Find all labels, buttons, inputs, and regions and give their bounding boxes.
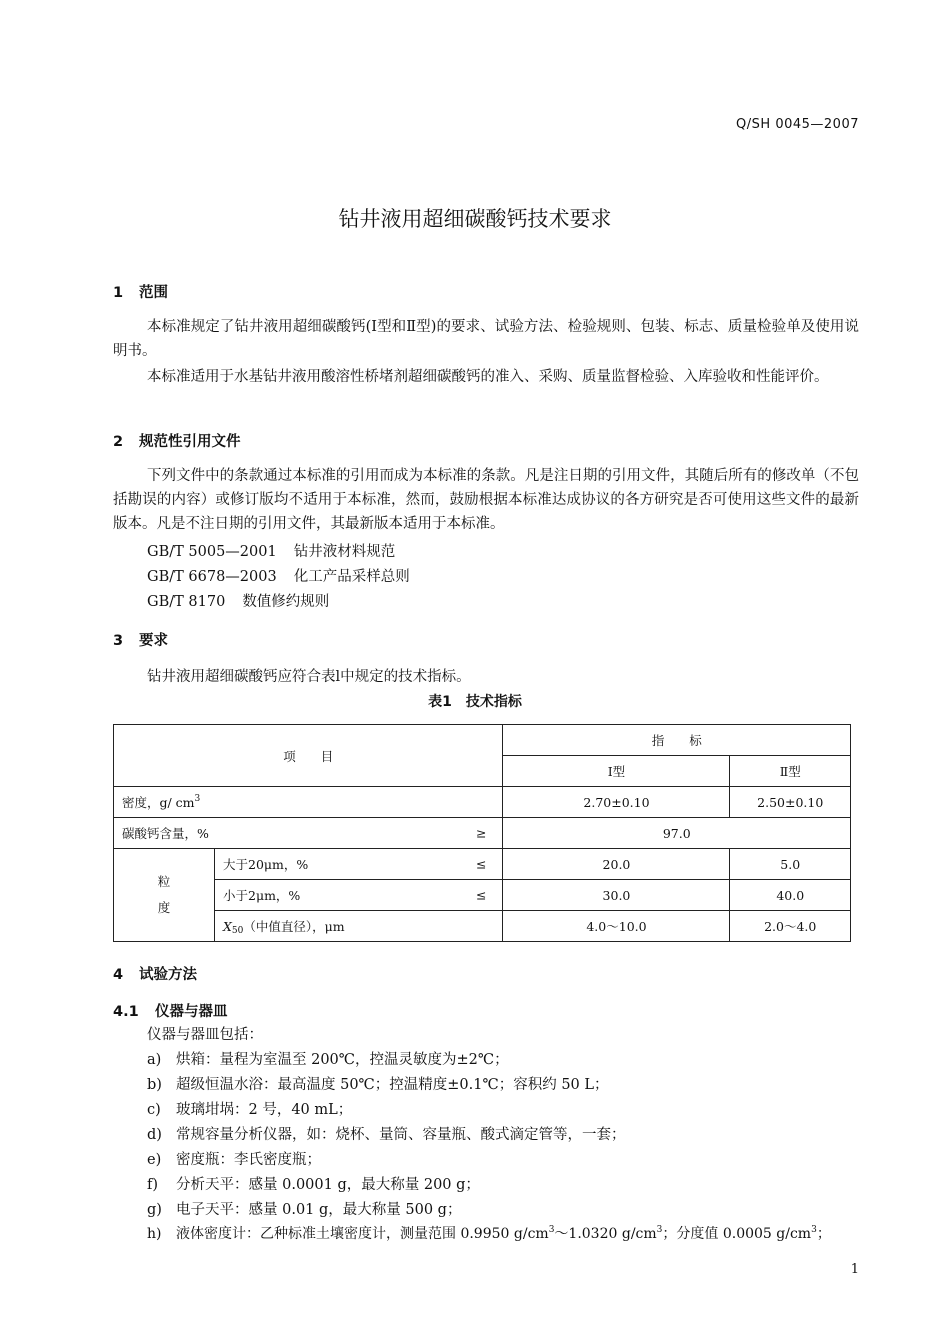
section-number: 4 bbox=[113, 967, 124, 983]
granularity-lt2-type-1: 30.0 bbox=[503, 880, 730, 911]
header-item: 项 目 bbox=[114, 725, 503, 787]
granularity-label: 粒 度 bbox=[114, 849, 215, 942]
section-number: 3 bbox=[113, 633, 124, 649]
reference-title: 化工产品采样总则 bbox=[293, 569, 410, 585]
operator-symbol: ≥ bbox=[475, 825, 487, 841]
reference-title: 钻井液材料规范 bbox=[293, 544, 396, 560]
list-item: g) 电子天平：感量 0.01 g，最大称量 500 g； bbox=[147, 1202, 462, 1218]
section-number: 2 bbox=[113, 434, 124, 450]
section-3-paragraph: 钻井液用超细碳酸钙应符合表l中规定的技术指标。 bbox=[147, 669, 471, 685]
section-1-paragraph-2: 本标准适用于水基钻井液用酸溶性桥堵剂超细碳酸钙的准入、采购、质量监督检验、入库验收和性能评价。 bbox=[147, 369, 829, 385]
document-code: Q/SH 0045—2007 bbox=[736, 117, 859, 132]
section-3-heading bbox=[113, 629, 168, 650]
reference-code: GB/T 5005—2001 bbox=[147, 544, 277, 560]
list-item: f) 分析天平：感量 0.0001 g，最大称量 200 g； bbox=[147, 1177, 480, 1193]
granularity-lt2-type-2: 40.0 bbox=[730, 880, 851, 911]
table-caption: 表1 技术指标 bbox=[428, 694, 522, 710]
header-type-1: Ⅰ型 bbox=[503, 756, 730, 787]
table-row bbox=[114, 911, 851, 942]
section-title: 要求 bbox=[139, 633, 168, 649]
operator-symbol: ≤ bbox=[475, 887, 487, 903]
caco3-label: 碳酸钙含量，% ≥ bbox=[114, 818, 503, 849]
section-title: 试验方法 bbox=[139, 967, 197, 983]
reference-code: GB/T 8170 bbox=[147, 594, 226, 610]
table-row bbox=[114, 787, 851, 818]
list-item: b) 超级恒温水浴：最高温度 50℃；控温精度±0.1℃；容积约 50 L； bbox=[147, 1077, 609, 1093]
granularity-lt2-label: 小于2μm，% ≤ bbox=[215, 880, 503, 911]
granularity-gt20-type-2: 5.0 bbox=[730, 849, 851, 880]
x50-type-2: 2.0～4.0 bbox=[730, 911, 851, 942]
table-row bbox=[114, 880, 851, 911]
granularity-gt20-label: 大于20μm，% ≤ bbox=[215, 849, 503, 880]
header-index: 指 标 bbox=[503, 725, 851, 756]
list-item: e) 密度瓶：李氏密度瓶； bbox=[147, 1152, 321, 1168]
technical-index-table bbox=[113, 724, 851, 942]
caco3-value: 97.0 bbox=[503, 818, 851, 849]
section-number: 1 bbox=[113, 285, 124, 301]
table-row bbox=[114, 849, 851, 880]
section-2-paragraph: 下列文件中的条款通过本标准的引用而成为本标准的条款。凡是注日期的引用文件，其随后所有的修改单（不包括勘误的内容）或修订版均不适用于本标准，然而，鼓励根据本标准达成协议的各方研究是否可使用这些文件的最新版本。凡是不注日期的引用文件，其最新版本适用于本标准。 bbox=[113, 468, 859, 532]
header-type-2: Ⅱ型 bbox=[730, 756, 851, 787]
section-title: 仪器与器皿 bbox=[155, 1004, 228, 1020]
list-item: h) 液体密度计：乙种标准土壤密度计，测量范围 0.9950 $g/cm^3\sim 1.0320$ $g/cm^3$；分度值 0.0005 $g/cm^3$； bbox=[147, 1225, 831, 1242]
section-1-heading bbox=[113, 281, 168, 302]
reference-item bbox=[147, 540, 395, 561]
section-2-heading bbox=[113, 430, 241, 451]
section-4-1-heading bbox=[113, 1000, 228, 1021]
document-title: 钻井液用超细碳酸钙技术要求 bbox=[338, 207, 612, 231]
density-label: 密度，g/ $cm^3$ bbox=[114, 787, 503, 818]
reference-code: GB/T 6678—2003 bbox=[147, 569, 277, 585]
operator-symbol: ≤ bbox=[475, 856, 487, 872]
table-row bbox=[114, 818, 851, 849]
list-item: a) 烘箱：量程为室温至 200℃，控温灵敏度为±2℃； bbox=[147, 1052, 509, 1068]
x50-label: $X_{50}$（中值直径），μm bbox=[215, 911, 503, 942]
x50-type-1: 4.0～10.0 bbox=[503, 911, 730, 942]
density-value-type-1: 2.70±0.10 bbox=[503, 787, 730, 818]
reference-item bbox=[147, 565, 410, 586]
section-title: 范围 bbox=[139, 285, 168, 301]
table-header-row bbox=[114, 725, 851, 756]
section-1-paragraph-1: 本标准规定了钻井液用超细碳酸钙(Ⅰ型和Ⅱ型)的要求、试验方法、检验规则、包装、标志、质量检验单及使用说明书。 bbox=[113, 319, 859, 359]
section-4-heading bbox=[113, 963, 197, 984]
reference-item bbox=[147, 590, 329, 611]
density-value-type-2: 2.50±0.10 bbox=[730, 787, 851, 818]
granularity-gt20-type-1: 20.0 bbox=[503, 849, 730, 880]
list-intro: 仪器与器皿包括： bbox=[147, 1027, 263, 1043]
section-title: 规范性引用文件 bbox=[139, 434, 241, 450]
section-number: 4.1 bbox=[113, 1004, 139, 1020]
page-number: 1 bbox=[850, 1262, 859, 1277]
list-item: c) 玻璃坩埚：2 号，40 mL； bbox=[147, 1102, 353, 1118]
reference-title: 数值修约规则 bbox=[242, 594, 330, 610]
list-item: d) 常规容量分析仪器，如：烧杯、量筒、容量瓶、酸式滴定管等，一套； bbox=[147, 1127, 626, 1143]
